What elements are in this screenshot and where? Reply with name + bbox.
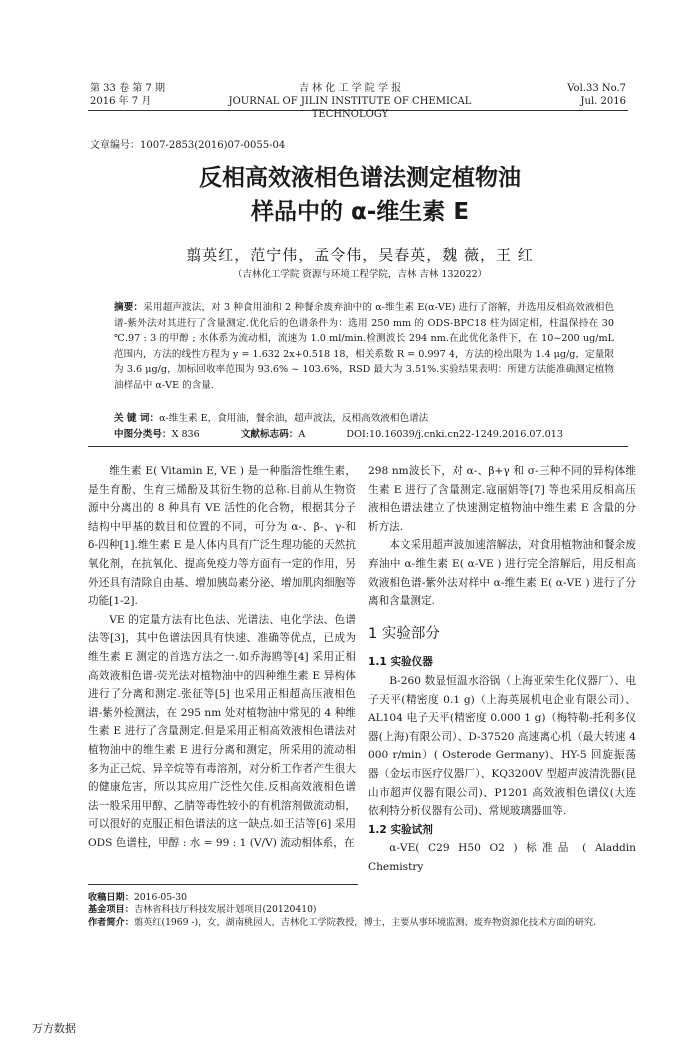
- header-rule: [88, 110, 628, 111]
- journal-name-en: JOURNAL OF JILIN INSTITUTE OF CHEMICAL TECHNOLOGY: [228, 96, 472, 120]
- title-line-1: 反相高效液相色谱法测定植物油: [199, 165, 521, 191]
- abstract-rule: [88, 446, 628, 447]
- vol-no-en: Vol.33 No.7: [567, 83, 626, 94]
- journal-vol-en: [567, 82, 626, 108]
- body-left-column: [88, 462, 356, 852]
- volume-issue: 第 33 卷 第 7 期: [90, 83, 165, 94]
- intro-paragraph-4: 本文采用超声波加速溶解法，对食用植物油和餐余废弃油中 α-维生素 E( α-VE ) 进行完全溶解后，用反相高效液相色谱-紫外法对样中 α-维生素 E( α-VE ) 进行了分离和含量测定.: [368, 539, 636, 608]
- abstract-label: 摘要：: [114, 302, 144, 313]
- instruments-paragraph: B-260 数显恒温水浴锅（上海亚荣生化仪器厂）、电子天平(精密度 0.1 g)（上海英展机电企业有限公司）、AL104 电子天平(精密度 0.000 1 g)（梅特勒-托利多仪器(上海)有限公司）、D-37520 高速离心机（最大转速 4 000 r/min）( Osterode Germany)、HY-5 回旋振荡器（金坛市医疗仪器厂）、KQ3200V 型超声波清洗器(昆山市超声仪器有限公司)、P1201 高效液相色谱仪(大连依利特分析仪器有公司)、常规玻璃器皿等.: [368, 674, 636, 818]
- footnote: [88, 892, 628, 929]
- author-bio-value: 翦英红(1969 -)，女，湖南桃园人，吉林化工学院教授，博士，主要从事环境监测、废弃物资源化技术方面的研究.: [133, 916, 597, 928]
- article-number: 文章编号：1007-2853(2016)07-0055-04: [90, 140, 286, 151]
- fund-value: 吉林省科技厅科技发展计划项目(20120410): [133, 904, 317, 916]
- doi: DOI:10.16039/j.cnki.cn22-1249.2016.07.013: [346, 429, 563, 440]
- date-en: Jul. 2016: [580, 96, 626, 107]
- clc-value: X 836: [171, 429, 200, 440]
- journal-issue: [90, 82, 165, 108]
- classification-line: [114, 426, 634, 440]
- doc-code-value: A: [298, 429, 306, 440]
- intro-paragraph-3: 298 nm波长下，对 α-、β+γ 和 σ-三种不同的异构体维生素 E 进行了含量测定.寇丽娟等[7] 等也采用反相高压液相色谱法建立了快速测定植物油中维生素 E 含量的分析方法.: [368, 465, 636, 533]
- abstract-text: 采用超声波法，对 3 种食用油和 2 种餐余废弃油中的 α-维生素 E(α-VE) 进行了溶解，并选用反相高效液相色谱-紫外法对其进行了含量测定.优化后的色谱条件为：选用 250 mm 的 ODS-BPC18 柱为固定相，柱温保持在 30 ℃.97 : 3 的甲醇 ; 水体系为流动相，流速为 1.0 ml/min.检测波长 294 nm.在此优化条件下，在 10~200 ug/mL 范围内，方法的线性方程为 y = 1.632 2x+0.518 18，相关系数 R = 0.997 4，方法的检出限为 1.4 μg/g，定量限为 3.6 μg/g，加标回收率范围为 93.6% ~ 103.6%，RSD 最大为 3.51%.实验结果表明：所建方法能准确测定植物油样品中 α-VE 的含量.: [114, 302, 615, 391]
- body-right-column: [368, 462, 636, 876]
- reagents-paragraph: α-VE( C29 H50 O2 ) 标准品 ( Aladdin Chemistry: [368, 842, 636, 873]
- author-bio-label: 作者简介：: [88, 916, 134, 928]
- database-watermark: 万方数据: [32, 1022, 76, 1035]
- abstract: [114, 300, 614, 394]
- doc-code-label: 文献标志码：: [240, 429, 299, 440]
- received-value: 2016-05-30: [133, 892, 187, 903]
- keywords-text: α-维生素 E，食用油，餐余油，超声波法，反相高效液相色谱法: [159, 413, 429, 424]
- subsection-heading-1-2: 1.2 实验试剂: [368, 823, 433, 836]
- intro-paragraph-1: 维生素 E( Vitamin E, VE ) 是一种脂溶性维生素，是生育酚、生育三烯酚及其衍生物的总称.目前从生物资源中分离出的 8 种具有 VE 活性的化合物，根据其分子结构中甲基的数目和位置的不同，可分为 α-、β-、γ-和 δ-四种[1].维生素 E 是人体内具有广泛生理功能的天然抗氧化剂，在抗氧化、提高免疫力等方面有一定的作用，另外还具有清除自由基、增加胰岛素分泌、增加肌肉细胞等功能[1-2].: [88, 465, 356, 608]
- intro-paragraph-2: VE 的定量方法有比色法、光谱法、电化学法、色谱法等[3]，其中色谱法因具有快速、准确等优点，已成为维生素 E 测定的首选方法之一.如乔海鸥等[4] 采用正相高效液相色谱-荧光法对植物油中的四种维生素 E 异构体进行了分离和测定.张征等[5] 也采用正相超高压液相色谱-紫外检测法，在 295 nm 处对植物油中常见的 4 种维生素 E 进行了含量测定.但是采用正相高效液相色谱法对植物油中的维生素 E 进行分离和测定，所采用的流动相多为正己烷、异辛烷等有毒溶剂，对分析工作者产生很大的健康危害，所以其应用广泛性欠佳.反相高效液相色谱法一般采用甲醇、乙腈等毒性较小的有机溶剂做流动相，可以很好的克服正相色谱法的这一缺点.如王洁等[6] 采用 ODS 色谱柱，甲醇 : 水 = 99 : 1 (V/V) 流动相体系，在: [88, 613, 356, 849]
- journal-name-cn: 吉 林 化 工 学 院 学 报: [298, 83, 402, 94]
- issue-date: 2016 年 7 月: [90, 96, 152, 107]
- keywords: [114, 410, 428, 424]
- section-heading-1: 1 实验部分: [368, 625, 440, 642]
- author-list: 翦英红，范宁伟，孟令伟，吴春英，魏 薇，王 红: [186, 246, 534, 264]
- fund-label: 基金项目：: [88, 904, 134, 916]
- journal-name: [190, 82, 510, 121]
- affiliation: （吉林化工学院 资源与环境工程学院，吉林 吉林 132022）: [232, 269, 488, 280]
- title-line-2: 样品中的 α-维生素 E: [250, 199, 470, 225]
- subsection-heading-1-1: 1.1 实验仪器: [368, 656, 433, 669]
- received-label: 收稿日期：: [88, 892, 134, 903]
- clc-label: 中图分类号：: [114, 429, 172, 440]
- footnote-rule: [88, 884, 358, 885]
- keywords-label: 关 键 词：: [114, 413, 160, 424]
